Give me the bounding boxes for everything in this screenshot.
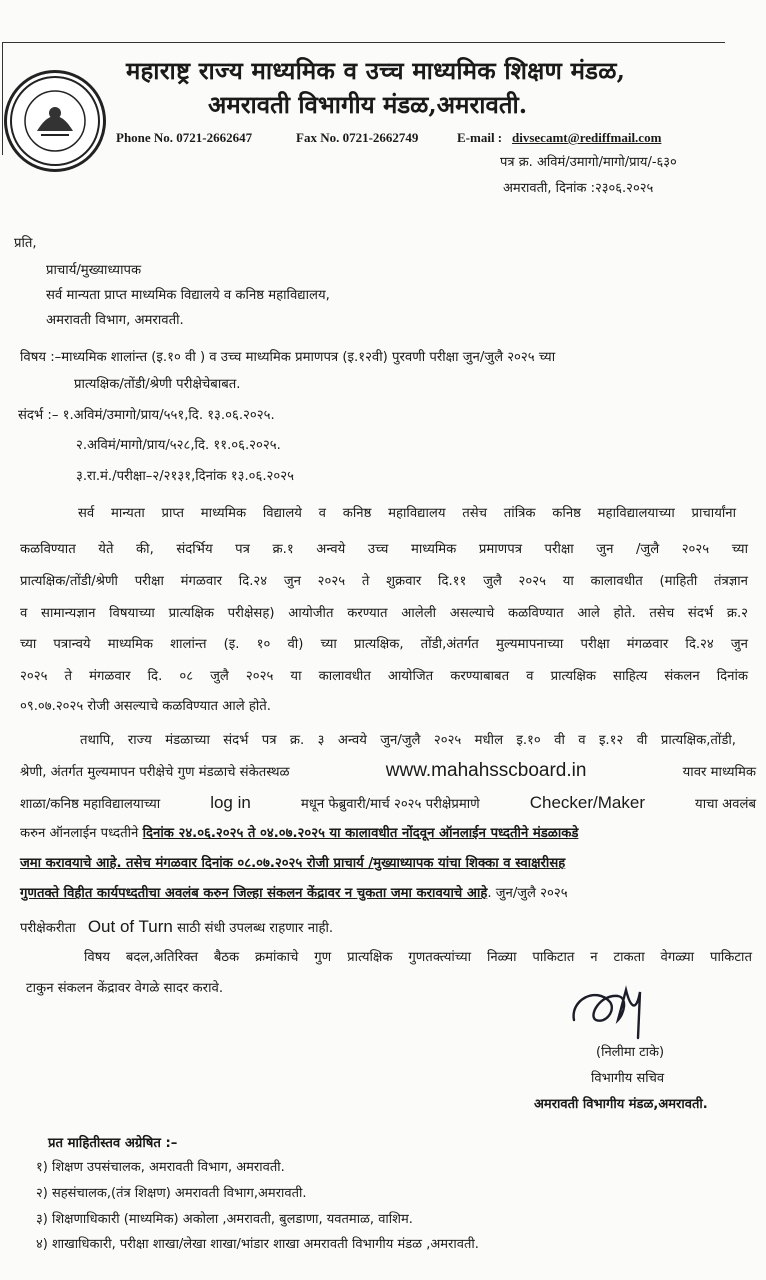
para1-line-6: २०२५ ते मंगळवार दि. ०८ जुलै २०२५ या कालावधीत आयोजित करण्याबाबत व प्रात्यक्षिक साहित्य संकलन दिनांक	[20, 669, 748, 684]
subject-line-1: विषय :–माध्यमिक शालांन्त (इ.१० वी ) व उच्च माध्यमिक प्रमाणपत्र (इ.१२वी) पुरवणी परीक्षा जुन/जुलै २०२५ च्या	[20, 350, 556, 365]
division-name: अमरावती विभागीय मंडळ,अमरावती.	[208, 90, 528, 119]
para2-line-3-end: याचा अवलंब	[695, 797, 756, 812]
board-seal-icon	[4, 70, 106, 172]
para1-line-4: व सामान्यज्ञान विषयाच्या प्रात्यक्षिक परीक्षेसह) आयोजीत करण्यात आलेली असल्याचे कळविण्यात आले होते. तसेच संदर्भ क्र.२	[20, 606, 748, 621]
para2-line-4-highlight: दिनांक २४.०६.२०२५ ते ०४.०७.२०२५ या कालावधीत नोंदवून ऑनलाईन पध्दतीने मंडळाकडे	[142, 826, 579, 841]
para2-line-6-highlight: गुणतक्ते विहीत कार्यपध्दतीचा अवलंब करुन जिल्हा संकलन केंद्रावर न चुकता जमा करावयाचे आहे	[20, 886, 488, 901]
recipient-line-2: सर्व मान्यता प्राप्त माध्यमिक विद्यालये व कनिष्ठ महाविद्यालय,	[46, 288, 330, 303]
board-website-link[interactable]: www.mahahsscboard.in	[385, 760, 587, 781]
out-of-turn-text: Out of Turn	[87, 917, 173, 936]
para2-line-4-start: करुन ऑनलाईन पध्दतीने	[20, 826, 139, 841]
recipient-prati: प्रति,	[14, 236, 37, 251]
email-label: E-mail :	[457, 130, 503, 145]
para1-line-2: कळविण्यात येते की, संदर्भिय पत्र क्र.१ अन्वये उच्च माध्यमिक प्रमाणपत्र परीक्षा जुन /जुलै २०२५ च्या	[20, 542, 748, 557]
para2-line-7-start: परीक्षेकरीता	[20, 921, 76, 936]
copy-item-4: ४) शाखाधिकारी, परीक्षा शाखा/लेखा शाखा/भांडार शाखा अमरावती विभागीय मंडळ ,अमरावती.	[36, 1237, 479, 1252]
signature-image	[566, 980, 678, 1042]
copy-item-2: २) सहसंचालक,(तंत्र शिक्षण) अमरावती विभाग,अमरावती.	[36, 1186, 307, 1201]
copy-heading: प्रत माहितीस्तव अग्रेषित :–	[48, 1136, 178, 1151]
subject-line-2: प्रात्यक्षिक/तोंडी/श्रेणी परीक्षेचेबाबत.	[74, 377, 241, 392]
para2-line-6-end: . जुन/जुलै २०२५	[487, 886, 568, 901]
para2-line-3-start: शाळा/कनिष्ठ महाविद्यालयाच्या	[20, 797, 161, 812]
signatory-designation: विभागीय सचिव	[591, 1071, 665, 1086]
recipient-line-1: प्राचार्य/मुख्याध्यापक	[46, 263, 142, 278]
para2-line-2-start: श्रेणी, अंतर्गत मुल्यमापन परीक्षेचे गुण मंडळाचे संकेतस्थळ	[20, 765, 290, 780]
para2-line-6	[20, 880, 756, 907]
para2-line-4	[20, 820, 752, 847]
para1-line-1: सर्व मान्यता प्राप्त माध्यमिक विद्यालये व कनिष्ठ महाविद्यालय तसेच तांत्रिक कनिष्ठ महाविद्यालयाच्या प्राचार्यांना	[78, 506, 736, 521]
para2-line-1: तथापि, राज्य मंडळाच्या संदर्भ पत्र क्र. ३ अन्वये जुन/जुलै २०२५ मधील इ.१० वी व इ.१२ वी प्रात्यक्षिक,तोंडी,	[80, 733, 736, 748]
fax-number: Fax No. 0721-2662749	[296, 130, 419, 145]
copy-item-1: १) शिक्षण उपसंचालक, अमरावती विभाग, अमरावती.	[36, 1160, 285, 1175]
email-address: divsecamt@rediffmail.com	[512, 130, 662, 145]
para2-line-5: जमा करावयाचे आहे. तसेच मंगळवार दिनांक ०८.०७.२०२५ रोजी प्राचार्य /मुख्याध्यापक यांचा शिक्का व स्वाक्षरीसह	[20, 856, 566, 871]
checker-maker-text: Checker/Maker	[529, 793, 645, 812]
para2-line-2-end: यावर माध्यमिक	[682, 765, 756, 780]
letter-number: पत्र क्र. अविमं/उमागो/मागो/प्राय/-६३०	[500, 155, 677, 170]
para1-line-3: प्रात्यक्षिक/तोंडी/श्रेणी परीक्षा मंगळवार दि.२४ जुन २०२५ ते शुक्रवार दि.११ जुलै २०२५ या कालावधीत (माहिती तंत्रज्ञान	[20, 574, 748, 589]
para1-line-5: च्या पत्रान्वये माध्यमिक शालांन्त (इ. १० वी) च्या प्रात्यक्षिक, तोंडी,अंतर्गत मुल्यमापनाच्या परीक्षा मंगळवार दि.२४ जुन	[20, 637, 748, 652]
reference-1: संदर्भ :– १.अविमं/उमागो/प्राय/५५१,दि. १३.०६.२०२५.	[18, 408, 275, 423]
para3-line-1: विषय बदल,अतिरिक्त बैठक क्रमांकाचे गुण प्रात्यक्षिक गुणतक्त्यांच्या निळ्या पाकिटात न टाकता वेगळ्या पाकिटात	[84, 950, 752, 965]
login-text: log in	[210, 793, 251, 812]
para2-line-2	[20, 757, 756, 786]
board-name: महाराष्ट्र राज्य माध्यमिक व उच्च माध्यमिक शिक्षण मंडळ,	[126, 56, 626, 85]
signatory-name: (निलीमा टाके)	[596, 1045, 665, 1060]
phone-number: Phone No. 0721-2662647	[116, 130, 253, 145]
recipient-line-3: अमरावती विभाग, अमरावती.	[46, 313, 184, 328]
para2-line-3-mid: मधून फेब्रुवारी/मार्च २०२५ परीक्षेप्रमाणे	[300, 797, 480, 812]
para2-line-7	[20, 913, 333, 942]
para2-line-7-end: साठी संधी उपलब्ध राहणार नाही.	[177, 921, 334, 936]
para3-line-2: टाकुन संकलन केंद्रावर वेगळे सादर करावे.	[26, 981, 224, 996]
letter-date: अमरावती, दिनांक :२३०६.२०२५	[503, 181, 654, 196]
signatory-office: अमरावती विभागीय मंडळ,अमरावती.	[534, 1097, 708, 1112]
para1-line-7: ०९.०७.२०२५ रोजी असल्याचे कळविण्यात आले होते.	[20, 699, 271, 714]
copy-item-3: ३) शिक्षणाधिकारी (माध्यमिक) अकोला ,अमरावती, बुलडाणा, यवतमाळ, वाशिम.	[36, 1212, 413, 1227]
reference-2: २.अविमं/मागो/प्राय/५२८,दि. ११.०६.२०२५.	[76, 438, 281, 453]
para2-line-3	[20, 789, 756, 818]
reference-3: ३.रा.मं./परीक्षा–२/२१३१,दिनांक १३.०६.२०२५	[76, 469, 294, 484]
